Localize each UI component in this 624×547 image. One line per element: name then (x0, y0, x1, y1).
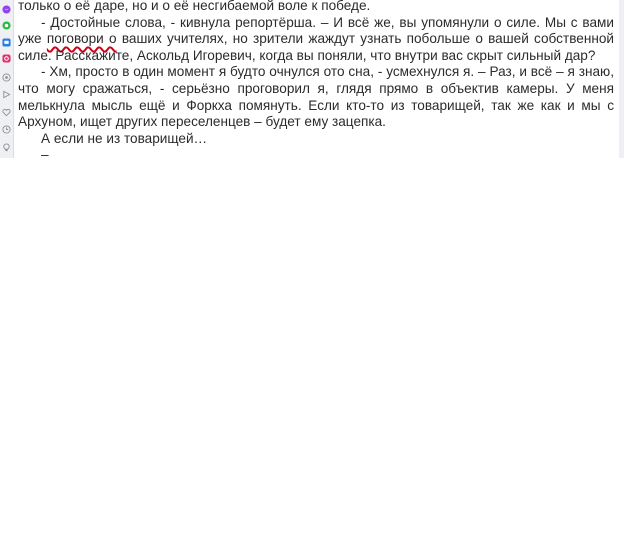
lightbulb-icon[interactable] (1, 142, 12, 153)
heart-icon[interactable] (1, 107, 12, 118)
text-run: - Достойные слова, - кивнула репортёрша. – И всё же, вы упомянули о силе. Мы с вами уже (18, 14, 614, 47)
paragraph: – (41, 147, 49, 158)
document-body[interactable] (18, 0, 614, 158)
chat-icon[interactable] (1, 37, 12, 48)
clock-icon[interactable] (1, 124, 12, 135)
paragraph: только о её даре, но и о её несгибаемой воле к победе. (18, 0, 371, 13)
instagram-icon[interactable] (1, 53, 12, 64)
play-icon[interactable] (1, 89, 12, 100)
scrollbar[interactable] (619, 0, 624, 158)
paragraph: А если не из товарищей… (41, 130, 208, 146)
paragraph: - Хм, просто в один момент я будто очнулся ото сна, - усмехнулся я. – Раз, и всё – я знаю, что могу сражаться, - серьёзно проговорил я, глядя прямо в объектив камеры. У меня мелькнула мысль ещё и Форкха помянуть. Если кто-то из товарищей, так же как и мы с Архуном, ищет других переселенцев – будет ему зацепка. (18, 64, 614, 130)
text-run: ваших учителях, но зрители жаждут узнать побольше о вашей собственной силе. Расскажите, Аскольд Игоревич, когда вы поняли, что внутри вас скрыт сильный дар? (18, 31, 614, 63)
whatsapp-icon[interactable] (1, 20, 12, 31)
sidebar-toolbar (0, 0, 14, 158)
paragraph (18, 15, 614, 65)
misspelled-word[interactable]: поговори о (46, 31, 117, 47)
messenger-icon[interactable] (1, 4, 12, 15)
target-icon[interactable] (1, 72, 12, 83)
